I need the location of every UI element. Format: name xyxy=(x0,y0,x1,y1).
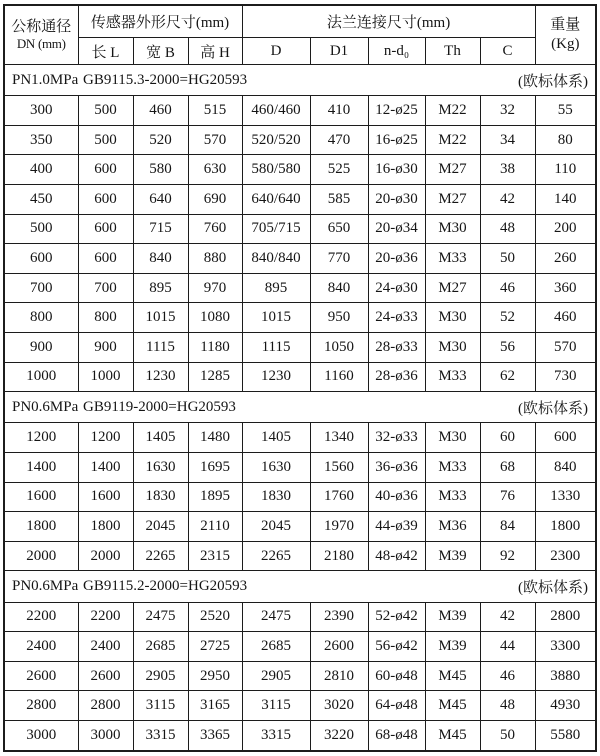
width-b-value: 580 xyxy=(133,155,188,185)
flange-d1-value: 410 xyxy=(310,96,368,126)
standard-code-label: GB9115.3-2000=HG20593 xyxy=(83,71,248,88)
length-l-value: 600 xyxy=(78,214,133,244)
length-l-value: 700 xyxy=(78,273,133,303)
c-value: 50 xyxy=(480,721,535,751)
flange-d-value: 840/840 xyxy=(242,244,310,274)
flange-d1-value: 650 xyxy=(310,214,368,244)
height-h-value: 1180 xyxy=(188,333,242,363)
pressure-rating-label: PN0.6MPa xyxy=(12,578,79,595)
width-b-value: 2905 xyxy=(133,661,188,691)
flange-d-value: 2265 xyxy=(242,541,310,571)
length-l-value: 800 xyxy=(78,303,133,333)
data-row xyxy=(4,185,596,215)
weight-value: 5580 xyxy=(535,721,596,751)
flange-d1-value: 585 xyxy=(310,185,368,215)
bolt-holes-value: 52-ø42 xyxy=(368,602,425,632)
c-value: 42 xyxy=(480,185,535,215)
table-header xyxy=(4,5,596,65)
dn-value: 2800 xyxy=(4,691,78,721)
header-flange-connection-group: 法兰连接尺寸(mm) xyxy=(242,5,535,38)
height-h-value: 2725 xyxy=(188,632,242,662)
thread-value: M27 xyxy=(425,273,480,303)
header-row-subcolumns xyxy=(4,38,596,65)
flange-d-value: 2685 xyxy=(242,632,310,662)
weight-value: 4930 xyxy=(535,691,596,721)
dn-value: 600 xyxy=(4,244,78,274)
header-d1: D1 xyxy=(310,38,368,65)
length-l-value: 2400 xyxy=(78,632,133,662)
bolt-holes-value: 24-ø33 xyxy=(368,303,425,333)
thread-value: M39 xyxy=(425,602,480,632)
c-value: 46 xyxy=(480,273,535,303)
section-header-row xyxy=(4,65,596,96)
thread-value: M27 xyxy=(425,185,480,215)
dn-value: 1000 xyxy=(4,362,78,392)
length-l-value: 2200 xyxy=(78,602,133,632)
bolt-holes-value: 48-ø42 xyxy=(368,541,425,571)
length-l-value: 1200 xyxy=(78,423,133,453)
bolt-holes-value: 28-ø33 xyxy=(368,333,425,363)
width-b-value: 460 xyxy=(133,96,188,126)
data-row xyxy=(4,423,596,453)
length-l-value: 3000 xyxy=(78,721,133,751)
standard-system-label: (欧标体系) xyxy=(518,73,589,90)
flange-d-value: 2475 xyxy=(242,602,310,632)
height-h-value: 515 xyxy=(188,96,242,126)
height-h-value: 3165 xyxy=(188,691,242,721)
bolt-holes-value: 28-ø36 xyxy=(368,362,425,392)
bolt-holes-value: 64-ø48 xyxy=(368,691,425,721)
c-value: 32 xyxy=(480,96,535,126)
thread-value: M33 xyxy=(425,244,480,274)
height-h-value: 970 xyxy=(188,273,242,303)
dn-value: 3000 xyxy=(4,721,78,751)
flange-d1-value: 1050 xyxy=(310,333,368,363)
bolt-holes-value: 36-ø36 xyxy=(368,453,425,483)
thread-value: M33 xyxy=(425,482,480,512)
header-row-groups xyxy=(4,5,596,38)
weight-value: 840 xyxy=(535,453,596,483)
dn-value: 1400 xyxy=(4,453,78,483)
flange-d1-value: 1340 xyxy=(310,423,368,453)
thread-value: M30 xyxy=(425,214,480,244)
height-h-value: 570 xyxy=(188,125,242,155)
header-n-d0: n-d₀ xyxy=(368,38,425,65)
header-weight-cn: 重量 xyxy=(550,17,581,34)
dn-value: 2000 xyxy=(4,541,78,571)
bolt-holes-value: 16-ø25 xyxy=(368,125,425,155)
flange-d-value: 1015 xyxy=(242,303,310,333)
bolt-holes-value: 60-ø48 xyxy=(368,661,425,691)
c-value: 48 xyxy=(480,691,535,721)
c-value: 62 xyxy=(480,362,535,392)
flange-d-value: 1115 xyxy=(242,333,310,363)
c-value: 56 xyxy=(480,333,535,363)
c-value: 92 xyxy=(480,541,535,571)
dn-value: 350 xyxy=(4,125,78,155)
width-b-value: 1405 xyxy=(133,423,188,453)
data-row xyxy=(4,541,596,571)
thread-value: M36 xyxy=(425,512,480,542)
weight-value: 600 xyxy=(535,423,596,453)
length-l-value: 1000 xyxy=(78,362,133,392)
weight-value: 2800 xyxy=(535,602,596,632)
data-row xyxy=(4,303,596,333)
weight-value: 80 xyxy=(535,125,596,155)
c-value: 44 xyxy=(480,632,535,662)
bolt-holes-value: 20-ø30 xyxy=(368,185,425,215)
standard-system-label: (欧标体系) xyxy=(518,400,589,417)
section-header-row xyxy=(4,392,596,423)
header-width-b: 宽 B xyxy=(133,38,188,65)
weight-value: 360 xyxy=(535,273,596,303)
flange-d-value: 460/460 xyxy=(242,96,310,126)
bolt-holes-value: 68-ø48 xyxy=(368,721,425,751)
width-b-value: 1230 xyxy=(133,362,188,392)
width-b-value: 3115 xyxy=(133,691,188,721)
data-row xyxy=(4,273,596,303)
height-h-value: 2520 xyxy=(188,602,242,632)
width-b-value: 1630 xyxy=(133,453,188,483)
bolt-holes-value: 24-ø30 xyxy=(368,273,425,303)
dn-value: 800 xyxy=(4,303,78,333)
width-b-value: 2475 xyxy=(133,602,188,632)
weight-value: 110 xyxy=(535,155,596,185)
flange-d-value: 1230 xyxy=(242,362,310,392)
section-header-row xyxy=(4,571,596,602)
width-b-value: 2045 xyxy=(133,512,188,542)
thread-value: M45 xyxy=(425,721,480,751)
flange-d1-value: 1760 xyxy=(310,482,368,512)
length-l-value: 600 xyxy=(78,244,133,274)
data-row xyxy=(4,512,596,542)
flange-dimension-table xyxy=(3,4,597,752)
length-l-value: 1800 xyxy=(78,512,133,542)
height-h-value: 3365 xyxy=(188,721,242,751)
header-sensor-dimensions-group: 传感器外形尺寸(mm) xyxy=(78,5,242,38)
c-value: 42 xyxy=(480,602,535,632)
weight-value: 1800 xyxy=(535,512,596,542)
flange-d1-value: 1160 xyxy=(310,362,368,392)
height-h-value: 1080 xyxy=(188,303,242,333)
width-b-value: 2685 xyxy=(133,632,188,662)
weight-value: 570 xyxy=(535,333,596,363)
thread-value: M30 xyxy=(425,333,480,363)
flange-d-value: 640/640 xyxy=(242,185,310,215)
header-th: Th xyxy=(425,38,480,65)
weight-value: 55 xyxy=(535,96,596,126)
data-row xyxy=(4,214,596,244)
flange-d1-value: 470 xyxy=(310,125,368,155)
data-row xyxy=(4,244,596,274)
width-b-value: 640 xyxy=(133,185,188,215)
pressure-rating-label: PN1.0MPa xyxy=(12,71,79,88)
flange-d1-value: 3220 xyxy=(310,721,368,751)
flange-d1-value: 3020 xyxy=(310,691,368,721)
pressure-rating-label: PN0.6MPa xyxy=(12,398,79,415)
flange-d-value: 2905 xyxy=(242,661,310,691)
thread-value: M39 xyxy=(425,541,480,571)
header-nominal-diameter-unit: DN (mm) xyxy=(16,36,66,52)
length-l-value: 600 xyxy=(78,155,133,185)
weight-value: 1330 xyxy=(535,482,596,512)
header-length-l: 长 L xyxy=(78,38,133,65)
flange-d-value: 3315 xyxy=(242,721,310,751)
data-row xyxy=(4,362,596,392)
height-h-value: 1480 xyxy=(188,423,242,453)
header-weight-unit: (Kg) xyxy=(551,36,580,52)
data-row xyxy=(4,482,596,512)
width-b-value: 1015 xyxy=(133,303,188,333)
c-value: 50 xyxy=(480,244,535,274)
length-l-value: 2800 xyxy=(78,691,133,721)
thread-value: M30 xyxy=(425,423,480,453)
data-row xyxy=(4,602,596,632)
c-value: 68 xyxy=(480,453,535,483)
dn-value: 400 xyxy=(4,155,78,185)
flange-d1-value: 770 xyxy=(310,244,368,274)
length-l-value: 1600 xyxy=(78,482,133,512)
section-header-cell xyxy=(4,571,596,602)
c-value: 34 xyxy=(480,125,535,155)
width-b-value: 3315 xyxy=(133,721,188,751)
data-row xyxy=(4,333,596,363)
flange-d-value: 2045 xyxy=(242,512,310,542)
flange-d-value: 895 xyxy=(242,273,310,303)
flange-d1-value: 2390 xyxy=(310,602,368,632)
flange-d-value: 3115 xyxy=(242,691,310,721)
weight-value: 200 xyxy=(535,214,596,244)
flange-d1-value: 2810 xyxy=(310,661,368,691)
dn-value: 2200 xyxy=(4,602,78,632)
height-h-value: 880 xyxy=(188,244,242,274)
data-row xyxy=(4,96,596,126)
flange-d-value: 1630 xyxy=(242,453,310,483)
data-row xyxy=(4,721,596,751)
thread-value: M39 xyxy=(425,632,480,662)
length-l-value: 500 xyxy=(78,96,133,126)
header-c: C xyxy=(480,38,535,65)
width-b-value: 715 xyxy=(133,214,188,244)
height-h-value: 1695 xyxy=(188,453,242,483)
bolt-holes-value: 56-ø42 xyxy=(368,632,425,662)
length-l-value: 500 xyxy=(78,125,133,155)
bolt-holes-value: 40-ø36 xyxy=(368,482,425,512)
header-weight xyxy=(535,5,596,65)
length-l-value: 600 xyxy=(78,185,133,215)
header-d: D xyxy=(242,38,310,65)
standard-code-label: GB9119-2000=HG20593 xyxy=(83,398,236,415)
c-value: 48 xyxy=(480,214,535,244)
flange-d1-value: 840 xyxy=(310,273,368,303)
data-row xyxy=(4,632,596,662)
weight-value: 140 xyxy=(535,185,596,215)
length-l-value: 2600 xyxy=(78,661,133,691)
width-b-value: 1830 xyxy=(133,482,188,512)
length-l-value: 900 xyxy=(78,333,133,363)
flange-d1-value: 2600 xyxy=(310,632,368,662)
flange-d1-value: 1560 xyxy=(310,453,368,483)
height-h-value: 1895 xyxy=(188,482,242,512)
height-h-value: 1285 xyxy=(188,362,242,392)
width-b-value: 840 xyxy=(133,244,188,274)
thread-value: M45 xyxy=(425,691,480,721)
dn-value: 300 xyxy=(4,96,78,126)
data-row xyxy=(4,661,596,691)
width-b-value: 895 xyxy=(133,273,188,303)
weight-value: 3880 xyxy=(535,661,596,691)
data-row xyxy=(4,155,596,185)
flange-d1-value: 950 xyxy=(310,303,368,333)
height-h-value: 690 xyxy=(188,185,242,215)
height-h-value: 2950 xyxy=(188,661,242,691)
height-h-value: 760 xyxy=(188,214,242,244)
section-header-content xyxy=(5,397,595,418)
header-height-h: 高 H xyxy=(188,38,242,65)
c-value: 52 xyxy=(480,303,535,333)
bolt-holes-value: 20-ø36 xyxy=(368,244,425,274)
bolt-holes-value: 16-ø30 xyxy=(368,155,425,185)
standard-system-label: (欧标体系) xyxy=(518,580,589,597)
height-h-value: 2110 xyxy=(188,512,242,542)
bolt-holes-value: 12-ø25 xyxy=(368,96,425,126)
bolt-holes-value: 44-ø39 xyxy=(368,512,425,542)
flange-d-value: 1405 xyxy=(242,423,310,453)
width-b-value: 520 xyxy=(133,125,188,155)
weight-value: 260 xyxy=(535,244,596,274)
dn-value: 1200 xyxy=(4,423,78,453)
weight-value: 2300 xyxy=(535,541,596,571)
section-header-cell xyxy=(4,392,596,423)
standard-code-label: GB9115.2-2000=HG20593 xyxy=(83,578,248,595)
data-row xyxy=(4,125,596,155)
flange-d-value: 580/580 xyxy=(242,155,310,185)
dn-value: 1800 xyxy=(4,512,78,542)
width-b-value: 2265 xyxy=(133,541,188,571)
dn-value: 700 xyxy=(4,273,78,303)
flange-d1-value: 1970 xyxy=(310,512,368,542)
weight-value: 730 xyxy=(535,362,596,392)
thread-value: M33 xyxy=(425,453,480,483)
thread-value: M22 xyxy=(425,125,480,155)
flange-d-value: 1830 xyxy=(242,482,310,512)
c-value: 38 xyxy=(480,155,535,185)
table-body xyxy=(4,65,596,752)
header-nominal-diameter xyxy=(4,5,78,65)
weight-value: 460 xyxy=(535,303,596,333)
header-nominal-diameter-cn: 公称通径 xyxy=(11,18,72,35)
dn-value: 1600 xyxy=(4,482,78,512)
length-l-value: 2000 xyxy=(78,541,133,571)
flange-d1-value: 2180 xyxy=(310,541,368,571)
length-l-value: 1400 xyxy=(78,453,133,483)
data-row xyxy=(4,453,596,483)
height-h-value: 2315 xyxy=(188,541,242,571)
section-header-cell xyxy=(4,65,596,96)
c-value: 84 xyxy=(480,512,535,542)
c-value: 60 xyxy=(480,423,535,453)
dn-value: 2600 xyxy=(4,661,78,691)
dn-value: 900 xyxy=(4,333,78,363)
dn-value: 450 xyxy=(4,185,78,215)
dn-value: 500 xyxy=(4,214,78,244)
flange-d-value: 520/520 xyxy=(242,125,310,155)
thread-value: M30 xyxy=(425,303,480,333)
c-value: 76 xyxy=(480,482,535,512)
height-h-value: 630 xyxy=(188,155,242,185)
bolt-holes-value: 20-ø34 xyxy=(368,214,425,244)
weight-value: 3300 xyxy=(535,632,596,662)
thread-value: M22 xyxy=(425,96,480,126)
section-header-content xyxy=(5,70,595,91)
bolt-holes-value: 32-ø33 xyxy=(368,423,425,453)
flange-d-value: 705/715 xyxy=(242,214,310,244)
dn-value: 2400 xyxy=(4,632,78,662)
thread-value: M33 xyxy=(425,362,480,392)
flange-d1-value: 525 xyxy=(310,155,368,185)
data-row xyxy=(4,691,596,721)
thread-value: M45 xyxy=(425,661,480,691)
width-b-value: 1115 xyxy=(133,333,188,363)
section-header-content xyxy=(5,576,595,597)
thread-value: M27 xyxy=(425,155,480,185)
c-value: 46 xyxy=(480,661,535,691)
